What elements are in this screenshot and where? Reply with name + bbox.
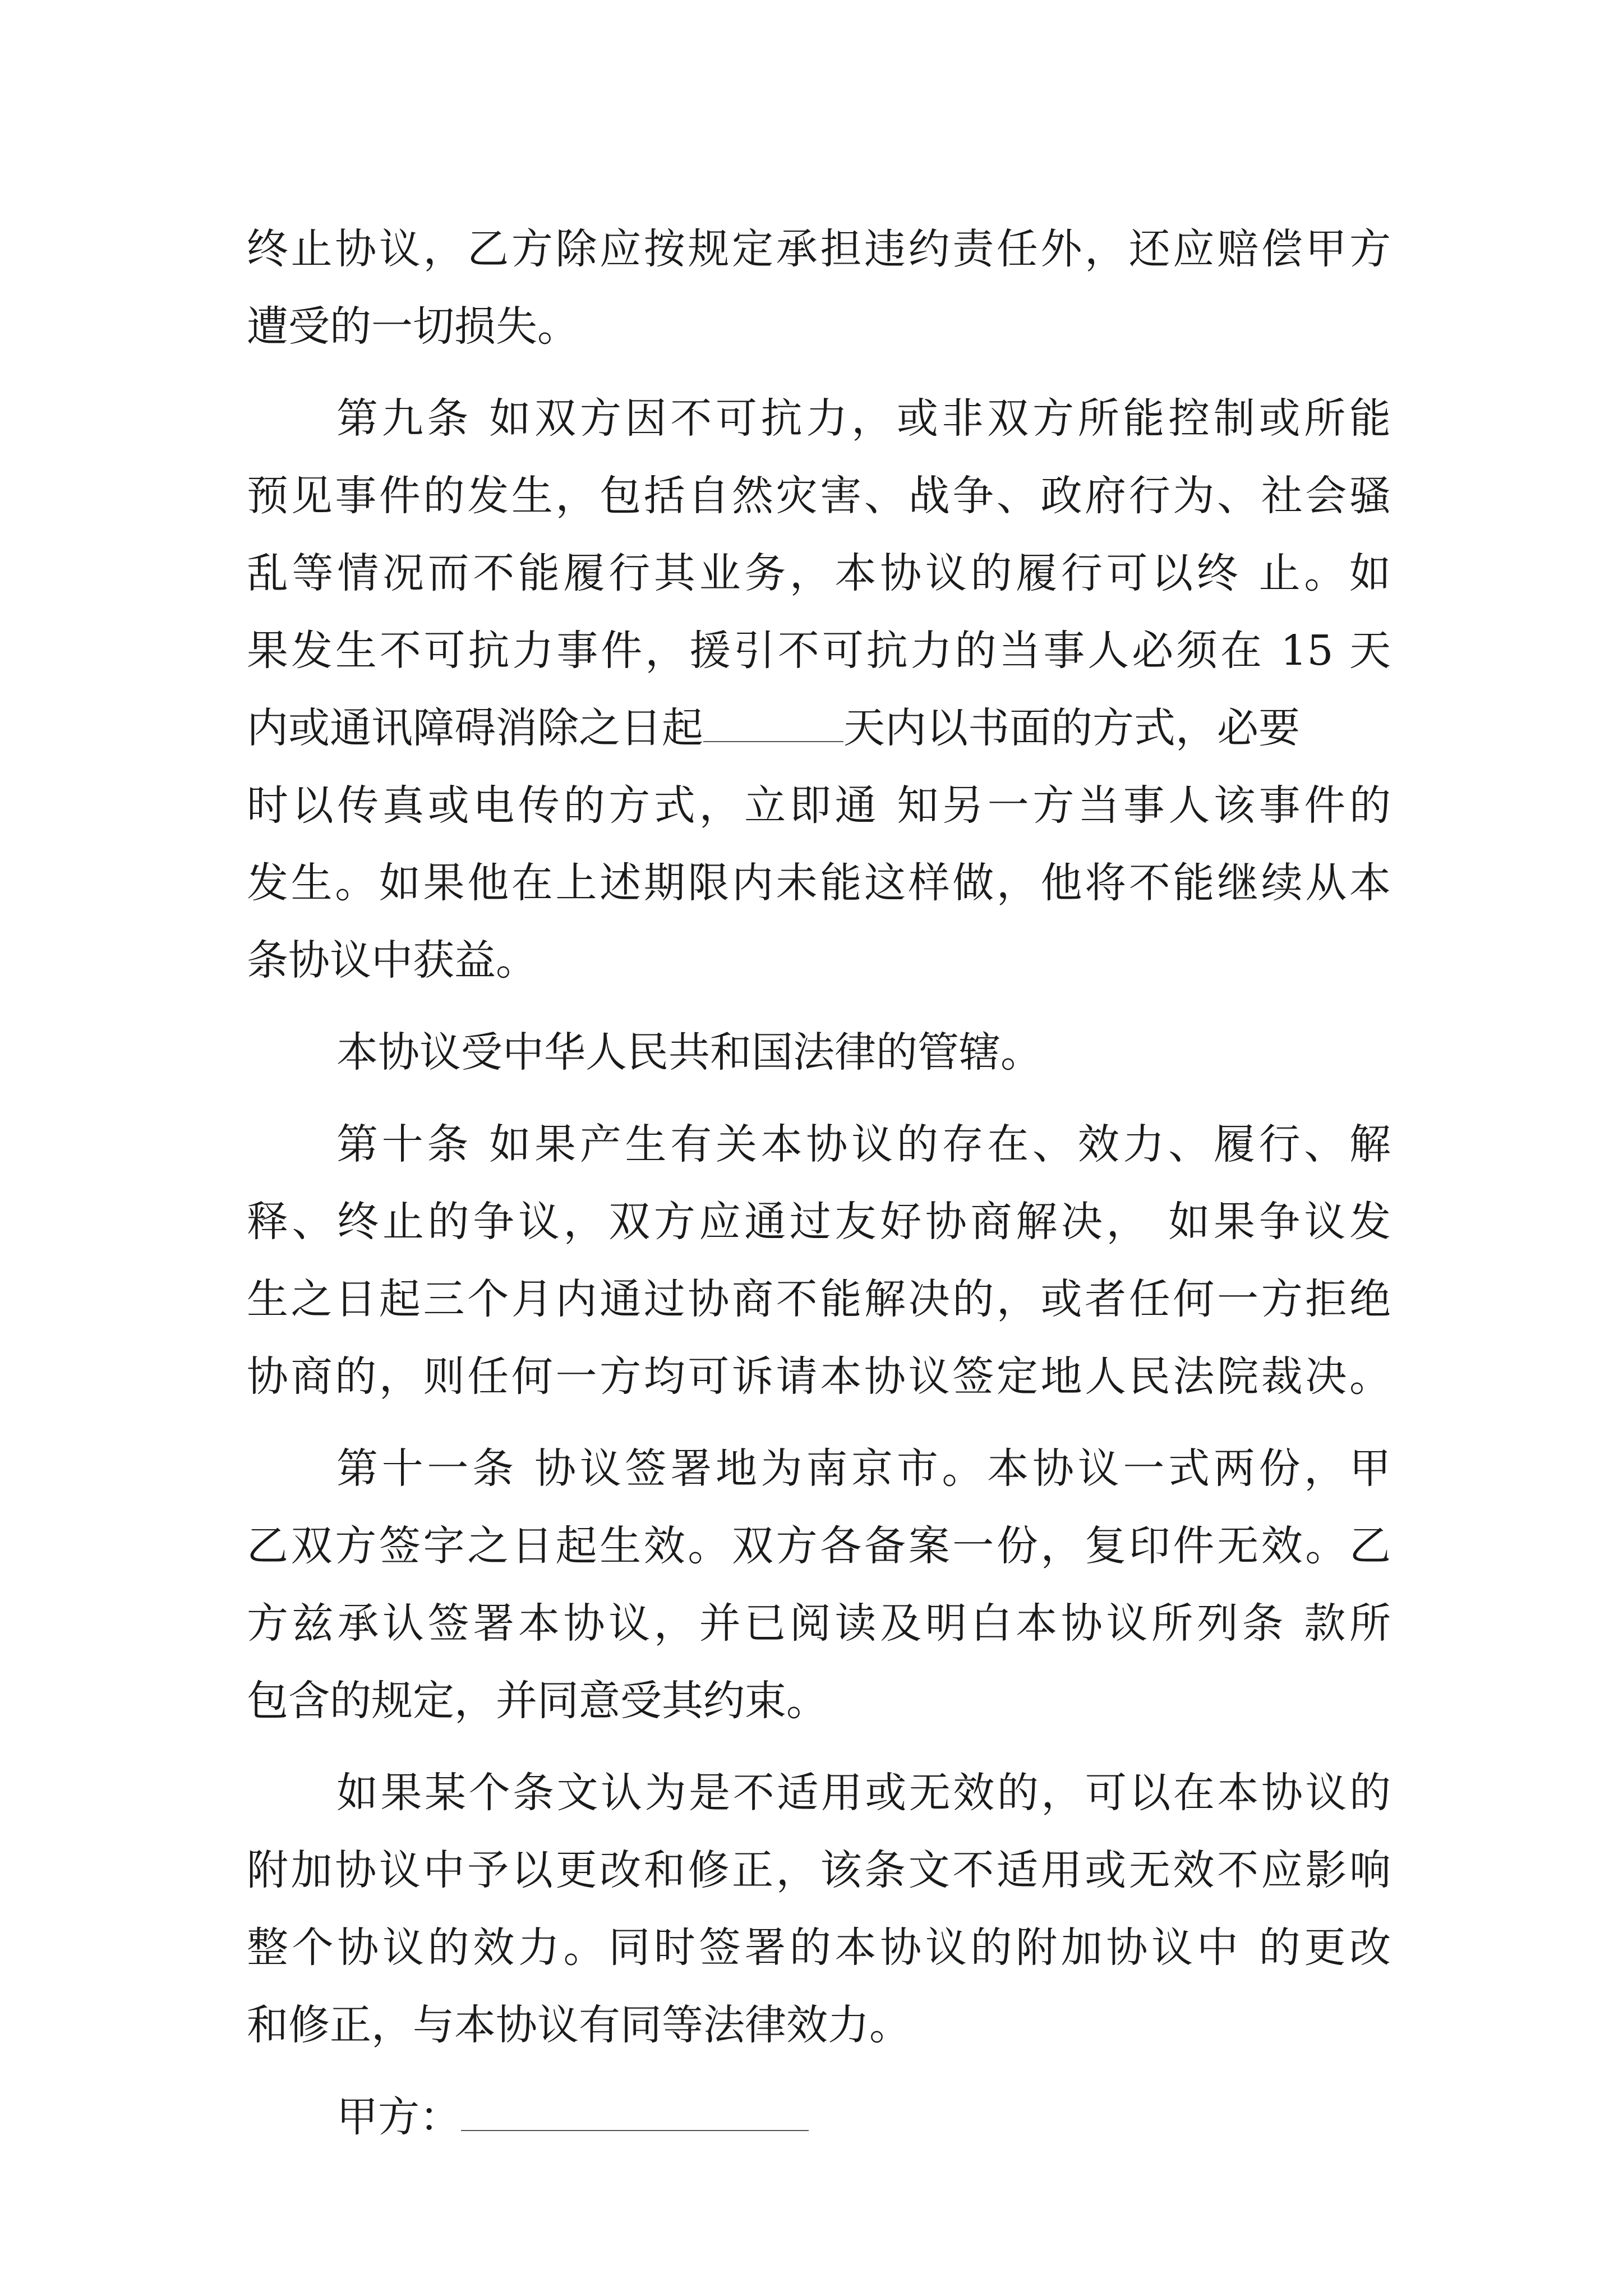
text-line: 发生。如果他在上述期限内未能这样做，他将不能继续从本 xyxy=(247,859,1391,907)
text-line: 乱等情况而不能履行其业务，本协议的履行可以终 止。如 xyxy=(247,549,1391,597)
text-segment: 天内以书面的方式，必要 xyxy=(843,704,1300,752)
fill-in-blank-days xyxy=(703,702,843,742)
paragraph-article-9 xyxy=(247,380,1391,999)
text-line: 第十条 如果产生有关本协议的存在、效力、履行、解 xyxy=(336,1120,1391,1168)
text-line: 条协议中获益。 xyxy=(247,936,537,984)
signature-block xyxy=(247,2078,1391,2156)
text-line: 释、终止的争议，双方应通过友好协商解决， 如果争议发 xyxy=(247,1198,1391,1246)
text-line: 第十一条 协议签署地为南京市。本协议一式两份，甲 xyxy=(336,1444,1391,1493)
text-line: 包含的规定，并同意受其约束。 xyxy=(247,1677,828,1725)
text-line: 附加协议中予以更改和修正，该条文不适用或无效不应影响 xyxy=(247,1846,1391,1894)
paragraph-severability xyxy=(247,1754,1391,2064)
text-line: 整个协议的效力。同时签署的本协议的附加协议中 的更改 xyxy=(247,1924,1391,1972)
text-line: 如果某个条文认为是不适用或无效的，可以在本协议的 xyxy=(336,1769,1391,1817)
text-line: 生之日起三个月内通过协商不能解决的，或者任何一方拒绝 xyxy=(247,1275,1391,1323)
text-line: 第九条 如双方因不可抗力，或非双方所能控制或所能 xyxy=(336,394,1391,443)
text-line: 方兹承认签署本协议，并已阅读及明白本协议所列条 款所 xyxy=(247,1599,1391,1648)
text-line: 和修正，与本协议有同等法律效力。 xyxy=(247,2001,911,2049)
text-line-with-blank xyxy=(247,689,1391,767)
text-line: 终止协议，乙方除应按规定承担违约责任外，还应赔偿甲方 xyxy=(247,225,1391,273)
paragraph-article-10 xyxy=(247,1106,1391,1415)
text-line: 本协议受中华人民共和国法律的管辖。 xyxy=(336,1028,1042,1076)
text-line: 果发生不可抗力事件，援引不可抗力的当事人必须在 15 天 xyxy=(247,627,1391,675)
text-line: 遭受的一切损失。 xyxy=(247,302,579,351)
text-line: 时以传真或电传的方式，立即通 知另一方当事人该事件的 xyxy=(247,781,1391,830)
paragraph-termination-continuation xyxy=(247,210,1391,365)
party-a-signature-blank xyxy=(461,2091,809,2131)
signature-line-party-a xyxy=(247,2078,1391,2156)
paragraph-governing-law xyxy=(247,1014,1391,1091)
text-line: 预见事件的发生，包括自然灾害、战争、政府行为、社会骚 xyxy=(247,472,1391,520)
text-segment: 内或通讯障碍消除之日起 xyxy=(247,704,703,752)
text-line: 协商的，则任何一方均可诉请本协议签定地人民法院裁决。 xyxy=(247,1352,1391,1401)
party-a-label: 甲方： xyxy=(336,2093,461,2141)
text-line: 乙双方签字之日起生效。双方各备案一份，复印件无效。乙 xyxy=(247,1522,1391,1570)
document-body xyxy=(247,210,1391,2156)
paragraph-article-11 xyxy=(247,1430,1391,1740)
